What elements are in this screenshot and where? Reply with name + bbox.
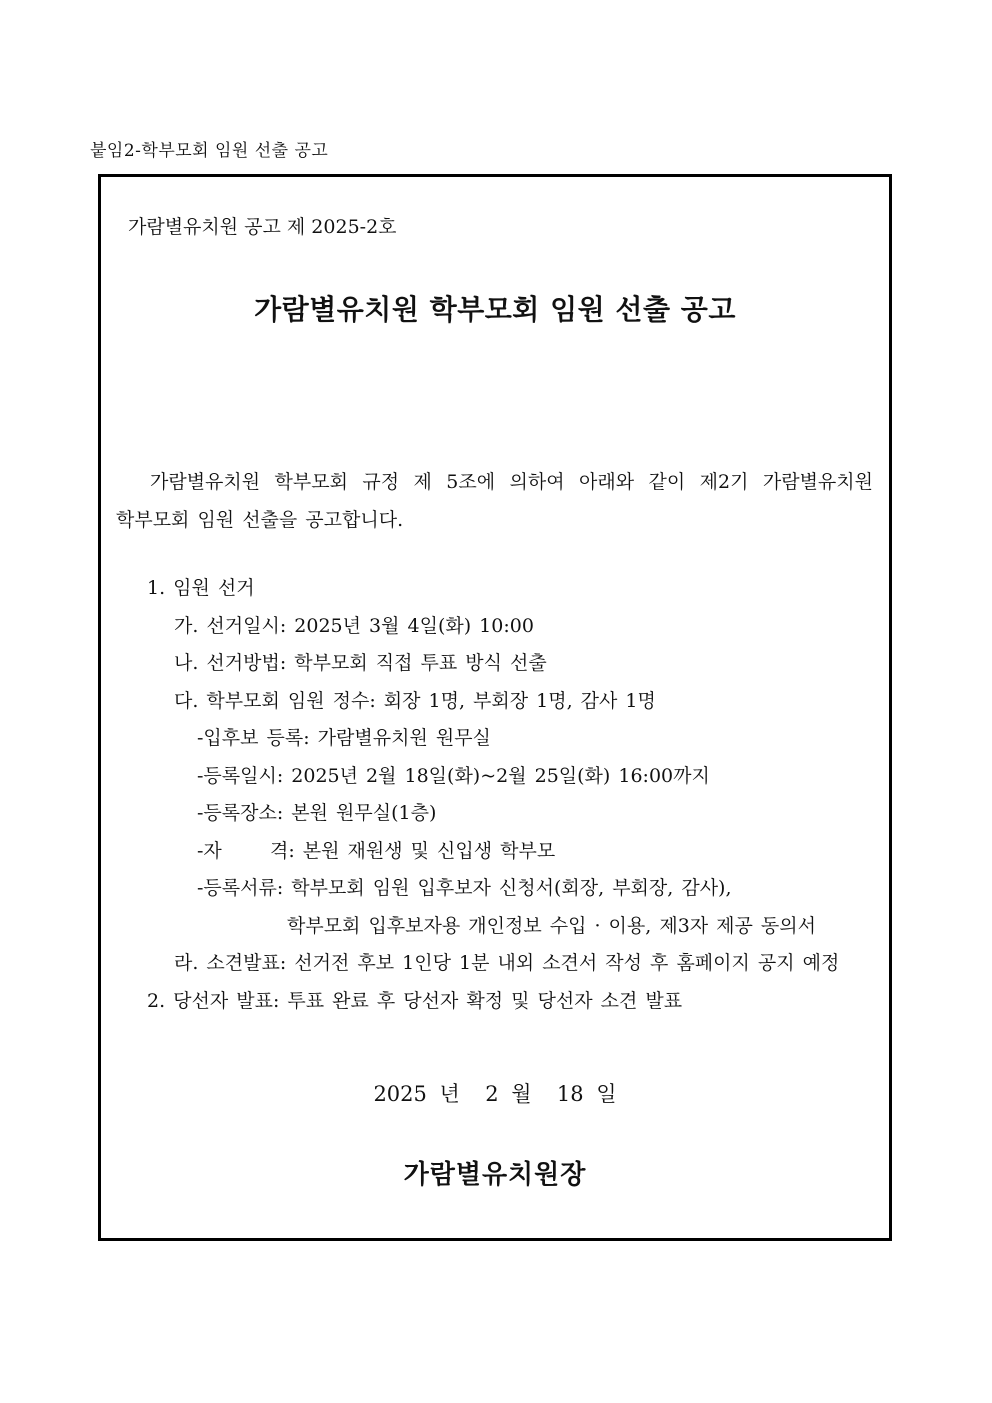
notice-doc-number: 가람별유치원 공고 제 2025-2호 xyxy=(128,216,397,238)
notice-intro-line2: 학부모회 임원 선출을 공고합니다. xyxy=(116,509,404,531)
notice-body-list xyxy=(116,570,874,1020)
attachment-label: 붙임2-학부모회 임원 선출 공고 xyxy=(90,141,329,161)
notice-line: -입후보 등록: 가람별유치원 원무실 xyxy=(197,727,491,749)
notice-title: 가람별유치원 학부모회 임원 선출 공고 xyxy=(254,293,736,326)
notice-date: 2025 년 2 월 18 일 xyxy=(373,1082,617,1106)
notice-line: 1. 임원 선거 xyxy=(147,577,255,599)
notice-box xyxy=(98,174,892,1241)
notice-line: 라. 소견발표: 선거전 후보 1인당 1분 내외 소견서 작성 후 홈페이지 공지 예정 xyxy=(174,952,840,974)
notice-intro xyxy=(116,463,873,539)
notice-line: -등록서류: 학부모회 임원 입후보자 신청서(회장, 부회장, 감사), xyxy=(197,877,732,899)
notice-line: -자 격: 본원 재원생 및 신입생 학부모 xyxy=(197,839,556,862)
notice-line: 2. 당선자 발표: 투표 완료 후 당선자 확정 및 당선자 소견 발표 xyxy=(147,989,683,1012)
notice-signature: 가람별유치원장 xyxy=(403,1160,587,1190)
notice-line: 나. 선거방법: 학부모회 직접 투표 방식 선출 xyxy=(174,652,547,674)
notice-line: 학부모회 입후보자용 개인정보 수입 · 이용, 제3자 제공 동의서 xyxy=(287,914,816,937)
notice-line: 가. 선거일시: 2025년 3월 4일(화) 10:00 xyxy=(174,614,534,637)
notice-intro-line1: 가람별유치원 학부모회 규정 제 5조에 의하여 아래와 같이 제2기 가람별유치원 xyxy=(150,471,873,493)
notice-line: 다. 학부모회 임원 정수: 회장 1명, 부회장 1명, 감사 1명 xyxy=(174,689,656,712)
notice-line: -등록일시: 2025년 2월 18일(화)~2월 25일(화) 16:00까지 xyxy=(197,764,710,787)
notice-line: -등록장소: 본원 원무실(1층) xyxy=(197,802,437,824)
